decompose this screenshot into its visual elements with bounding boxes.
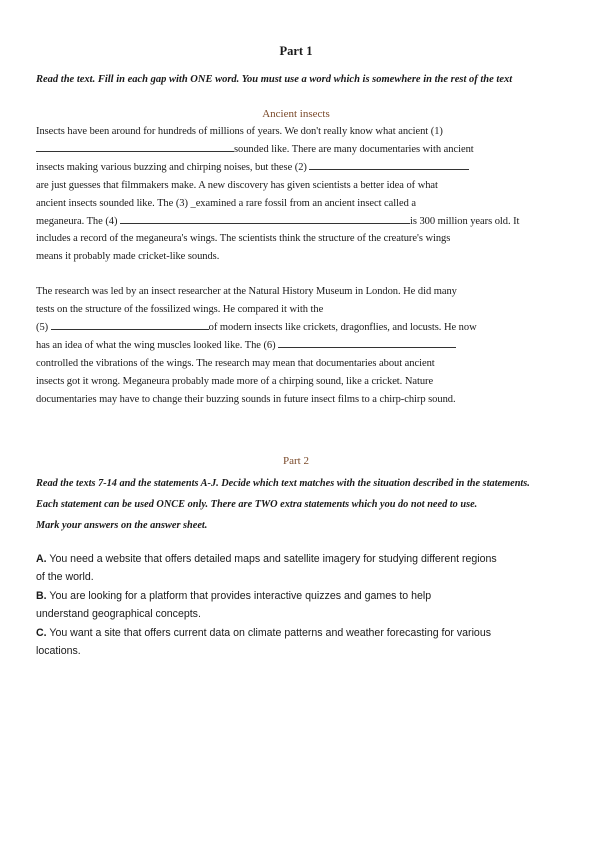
p1-line: includes a record of the meganeura's wings. The scientists think the structure of the creature's wings	[36, 233, 451, 245]
text-title: Ancient insects	[262, 108, 330, 120]
paragraph-2	[36, 283, 556, 408]
worksheet-page	[36, 44, 556, 661]
p1-line: is 300 million years old. It	[410, 215, 520, 227]
gap-2[interactable]	[309, 159, 469, 170]
statement-text: You need a website that offers detailed maps and satellite imagery for studying different regions	[49, 552, 497, 565]
p2-line: controlled the vibrations of the wings. The research may mean that documentaries about ancient	[36, 357, 435, 369]
part2-instructions-1: Read the texts 7-14 and the statements A-J. Decide which text matches with the situation described in the statements.	[36, 477, 530, 489]
part1-instructions: Read the text. Fill in each gap with ONE word. You must use a word which is somewhere in the rest of the text	[36, 74, 513, 85]
p1-line: Insects have been around for hundreds of millions of years. We don't really know what ancient (1)	[36, 126, 443, 137]
statement-letter: C.	[36, 626, 47, 639]
p1-line: means it probably made cricket-like sounds.	[36, 251, 220, 263]
gap-1[interactable]	[36, 141, 234, 152]
p2-line: has an idea of what the wing muscles looked like. The (6)	[36, 339, 276, 351]
part2-instructions-3: Mark your answers on the answer sheet.	[36, 519, 208, 531]
part2-instructions-2: Each statement can be used ONCE only. There are TWO extra statements which you do not need to use.	[36, 498, 478, 510]
statements-list	[36, 550, 556, 661]
p2-line: insects got it wrong. Meganeura probably made more of a chirping sound, like a cricket. Nature	[36, 375, 434, 387]
statement-b	[36, 587, 556, 624]
gap-5[interactable]	[51, 319, 209, 330]
p2-line: of modern insects like crickets, dragonflies, and locusts. He now	[208, 322, 477, 334]
gap-4[interactable]	[120, 213, 410, 224]
part1-title: Part 1	[279, 44, 313, 58]
statement-text: You are looking for a platform that provides interactive quizzes and games to help	[49, 589, 432, 602]
p2-line: tests on the structure of the fossilized wings. He compared it with the	[36, 304, 324, 316]
statement-text: You want a site that offers current data on climate patterns and weather forecasting for various	[49, 626, 492, 639]
gap-6[interactable]	[278, 337, 456, 348]
statement-text: locations.	[36, 645, 81, 658]
paragraph-1	[36, 123, 556, 266]
p1-line: sounded like. There are many documentaries with ancient	[234, 143, 474, 155]
statement-letter: A.	[36, 552, 47, 565]
statement-a	[36, 550, 556, 587]
p2-line: The research was led by an insect researcher at the Natural History Museum in London. He did many	[36, 286, 457, 298]
statement-c	[36, 624, 556, 661]
p1-line: meganeura. The (4)	[36, 215, 118, 227]
p1-line: ancient insects sounded like. The (3) _examined a rare fossil from an ancient insect called a	[36, 197, 417, 209]
statement-text: of the world.	[36, 571, 94, 584]
p2-line: documentaries may have to change their buzzing sounds in future insect films to a chirp-chirp sound.	[36, 393, 456, 405]
p2-line: (5)	[36, 322, 49, 334]
p1-line: are just guesses that filmmakers make. A new discovery has given scientists a better idea of what	[36, 179, 438, 191]
statement-letter: B.	[36, 589, 47, 602]
p1-line: insects making various buzzing and chirping noises, but these (2)	[36, 161, 307, 173]
statement-text: understand geographical concepts.	[36, 608, 201, 621]
part2-title: Part 2	[283, 454, 309, 467]
